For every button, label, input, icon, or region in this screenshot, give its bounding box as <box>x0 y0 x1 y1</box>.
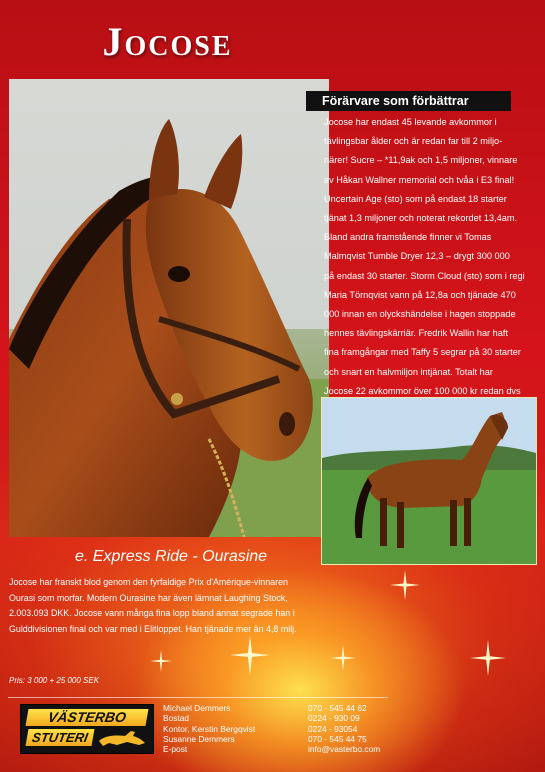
contact-row <box>163 744 380 754</box>
contact-value: 0224 - 930 09 <box>308 713 360 724</box>
pedigree-line: e. Express Ride - Ourasine <box>75 548 268 565</box>
text-line: av Håkan Wallner memorial och tvåa i E3 final! <box>324 174 515 185</box>
text-line: tävlingsbar ålder och är redan far till 2 miljo- <box>324 136 503 147</box>
sparkle-decoration <box>470 640 506 676</box>
text-line: Jocose har franskt blod genom den fyrfaldige Prix d'Amérique-vinnaren <box>9 577 288 587</box>
text-line: Jocose 22 avkommor över 100 000 kr redan dvs <box>324 385 521 396</box>
sparkle-decoration <box>390 570 420 600</box>
page-title: Jocose <box>102 19 233 64</box>
contact-row <box>163 724 380 734</box>
text-line: Malmqvist Tumble Dryer 12,3 – drygt 300 000 <box>324 251 510 262</box>
vasterbo-logo <box>20 704 154 754</box>
contact-value: 0224 - 93054 <box>308 723 358 734</box>
text-line: fina framgångar med Taffy 5 segrar på 30 starter <box>324 347 521 358</box>
text-line: och snart en halvmiljon intjänat. Totalt har <box>324 366 493 377</box>
contact-value: 070 - 545 44 62 <box>308 703 367 713</box>
contact-name: Susanne Demmers <box>163 733 235 744</box>
offspring-description <box>324 113 538 420</box>
contact-list <box>163 703 380 754</box>
trotting-horse-icon <box>97 727 149 749</box>
text-line: närer! Sucre – *11,9ak och 1,5 miljoner, vinnare <box>324 155 518 166</box>
sparkle-decoration <box>150 650 172 672</box>
text-line: 2.003.093 DKK. Jocose vann många fina lopp bland annat segrade han i <box>9 608 295 619</box>
horse-full-body-photo <box>321 397 537 565</box>
text-line: Ourasi som morfar. Modern Ourasine har även lämnat Laughing Stock, <box>9 592 288 603</box>
horse-head-photo <box>9 79 329 537</box>
contact-row <box>163 703 380 713</box>
text-line: Jocose har endast 45 levande avkommor i <box>324 117 497 127</box>
contact-name: E-post <box>163 744 188 755</box>
price-text: Pris: 3 000 + 25 000 SEK <box>9 676 100 685</box>
bloodline-description <box>9 575 329 637</box>
text-line: Maria Törnqvist vann på 12,8a och tjänade 470 <box>324 289 516 300</box>
text-line: Bland andra framstående finner vi Tomas <box>324 232 492 243</box>
contact-name: Bostad <box>163 713 190 724</box>
text-line: tjänat 1,3 miljoner och noterat rekordet 13,4am. <box>324 213 518 224</box>
text-line: på endast 30 starter. Storm Cloud (sto) som i regi <box>324 270 525 281</box>
contact-name: Kontor, Kerstin Bergqvist <box>163 723 256 734</box>
text-line: Gulddivisionen final och var med i Elitloppet. Han tjänade mer än 4,8 milj. <box>9 623 297 634</box>
contact-name: Michael Demmers <box>163 703 231 713</box>
sparkle-decoration <box>230 635 270 675</box>
text-line: hennes tävlingskärriär. Fredrik Wallin har haft <box>324 328 508 339</box>
section-heading: Förärvare som förbättrar <box>306 91 511 111</box>
contact-row <box>163 713 380 723</box>
text-line: 000 innan en olyckshändelse i hagen stoppade <box>324 309 516 320</box>
contact-value: 070 - 545 44 75 <box>308 733 367 744</box>
email-link[interactable]: info@vasterbo.com <box>308 744 381 755</box>
contact-row <box>163 734 380 744</box>
sparkle-decoration <box>330 645 356 671</box>
logo-bottom-text: STUTERI <box>26 729 95 746</box>
logo-top-text: VÄSTERBO <box>26 709 149 726</box>
footer-divider <box>8 697 388 698</box>
text-line: Uncertain Age (sto) som på endast 18 starter <box>324 193 507 204</box>
